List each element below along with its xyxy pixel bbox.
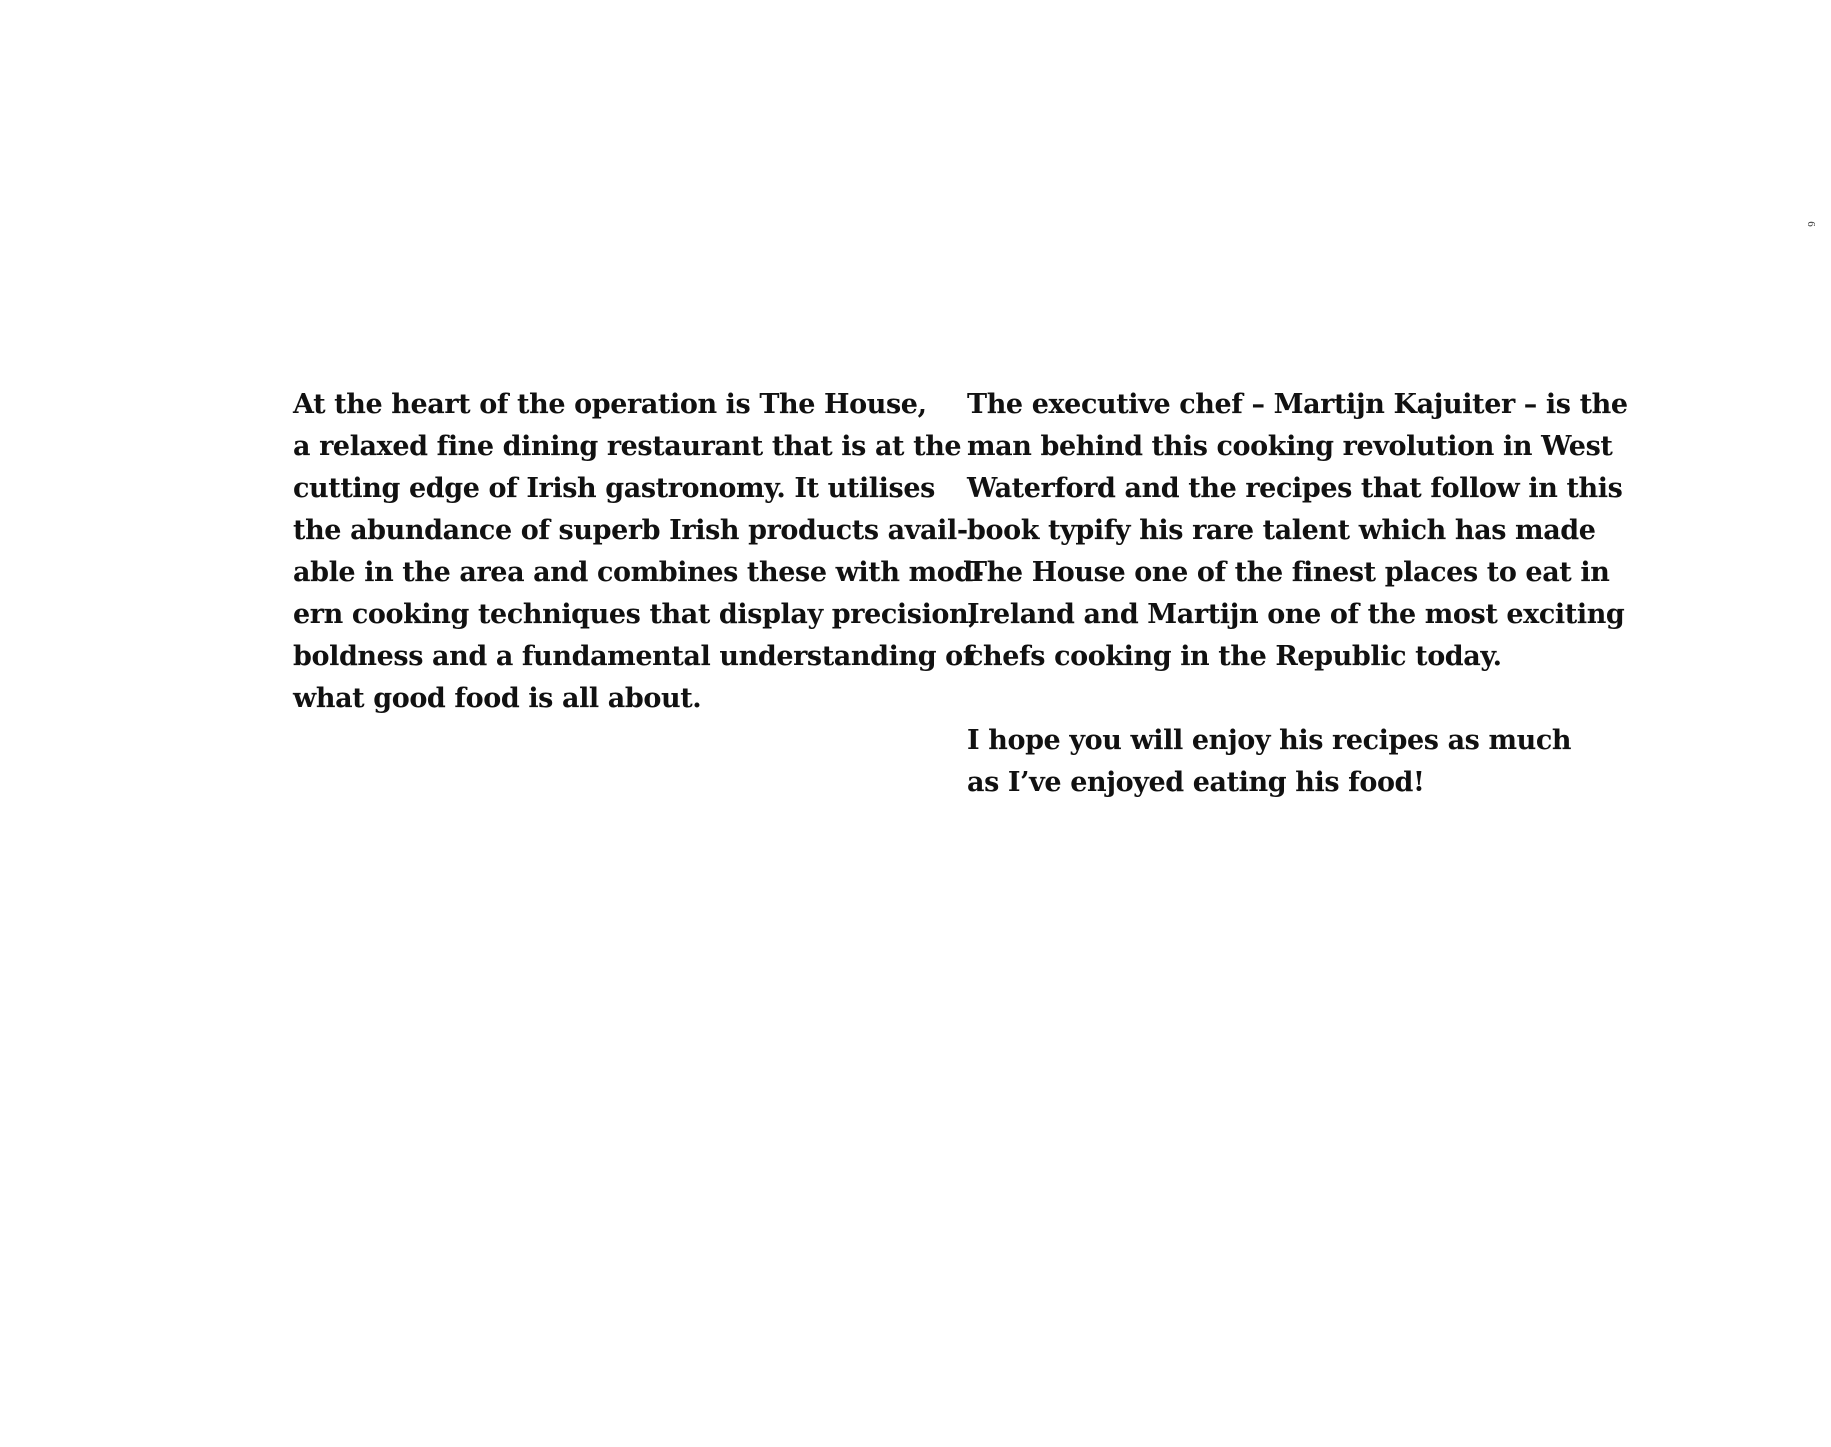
right-paragraph-2 [967, 720, 1647, 804]
text-line: I hope you will enjoy his recipes as much [967, 725, 1572, 756]
text-line: ern cooking techniques that display precision, [293, 599, 978, 630]
text-line: book typify his rare talent which has made [967, 515, 1596, 546]
right-paragraph-1 [967, 384, 1647, 678]
left-column [293, 384, 984, 720]
text-line: chefs cooking in the Republic today. [967, 641, 1502, 672]
text-line: The House one of the finest places to eat in [967, 557, 1610, 588]
left-paragraph [293, 384, 984, 720]
text-line: the abundance of superb Irish products avail- [293, 515, 968, 546]
paragraph-spacer [967, 678, 1647, 720]
text-line: able in the area and combines these with mod- [293, 557, 984, 588]
text-line: The executive chef – Martijn Kajuiter – is the [967, 389, 1628, 420]
text-line: boldness and a fundamental understanding of [293, 641, 974, 672]
text-line: cutting edge of Irish gastronomy. It utilises [293, 473, 935, 504]
text-line: what good food is all about. [293, 683, 702, 714]
text-line: a relaxed fine dining restaurant that is at the [293, 431, 962, 462]
text-line: Ireland and Martijn one of the most exciting [967, 599, 1625, 630]
text-line: At the heart of the operation is The House, [293, 389, 927, 420]
page-number: 6 [1805, 221, 1817, 227]
text-line: man behind this cooking revolution in West [967, 431, 1613, 462]
right-column [967, 384, 1647, 804]
text-line: as I’ve enjoyed eating his food! [967, 767, 1425, 798]
text-line: Waterford and the recipes that follow in this [967, 473, 1623, 504]
